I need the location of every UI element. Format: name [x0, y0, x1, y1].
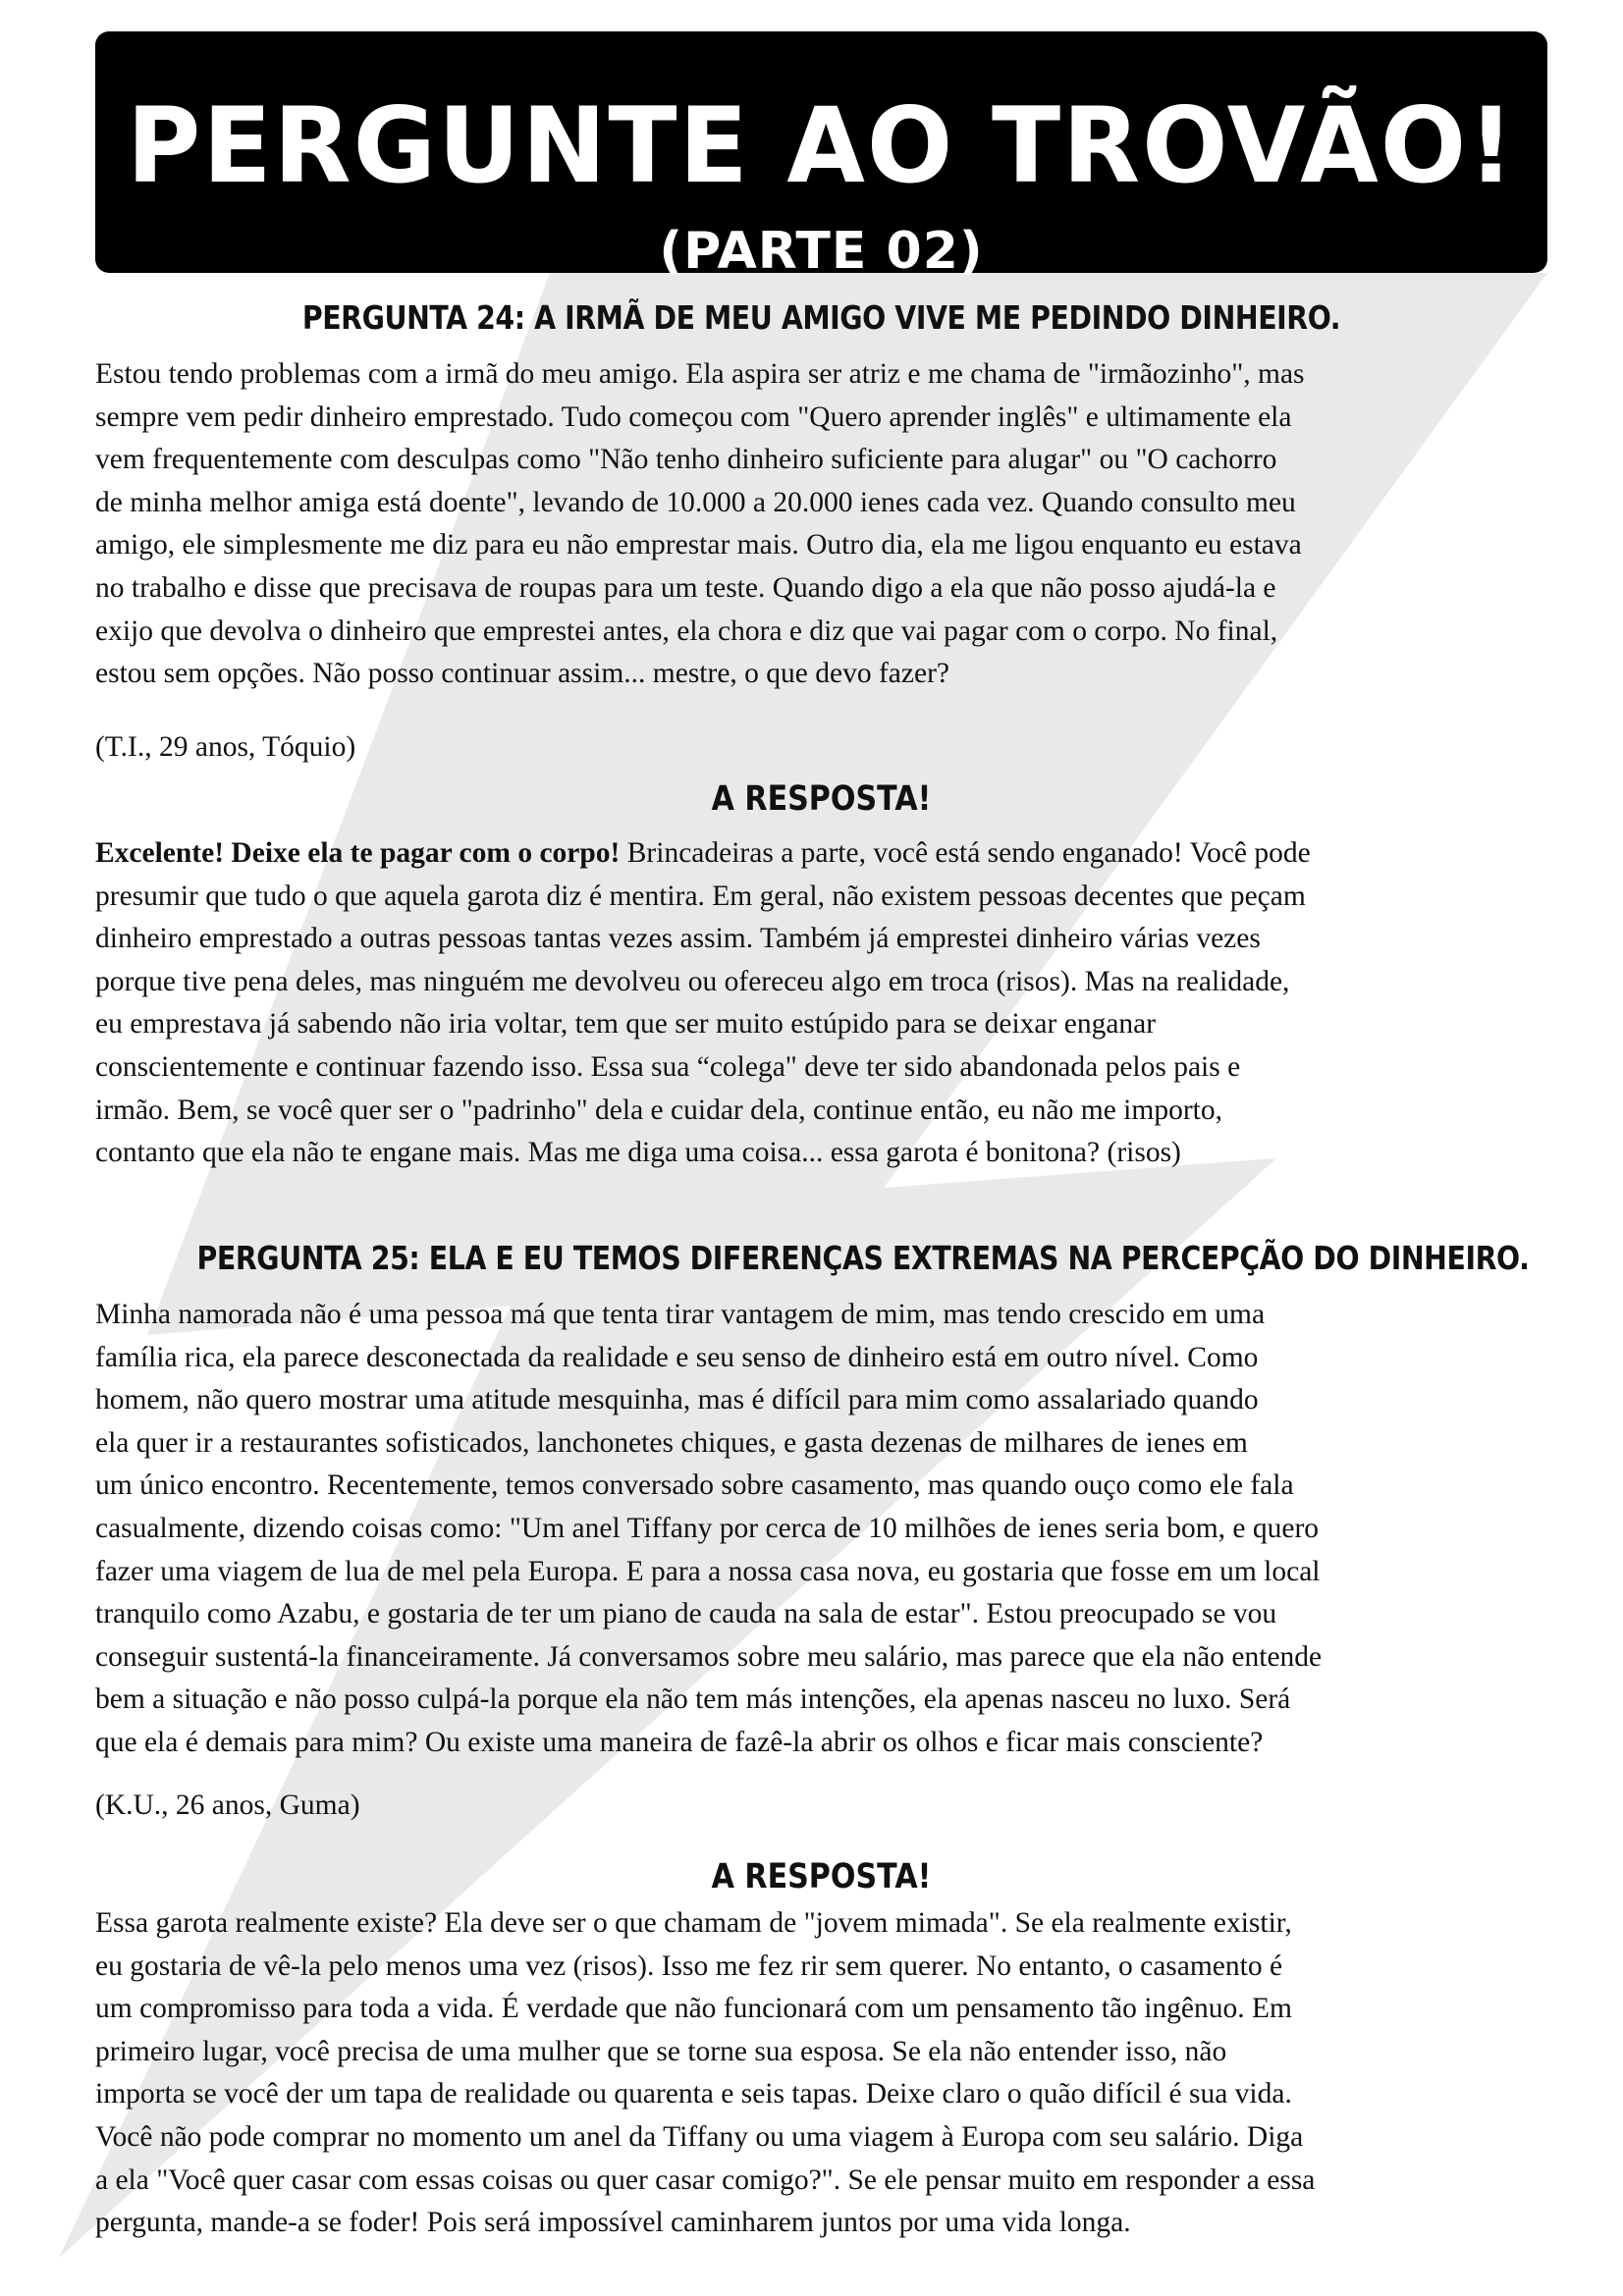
- question-25-title: PERGUNTA 25: ELA E EU TEMOS DIFERENÇAS EXTREMAS NA PERCEPÇÃO DO DINHEIRO.: [196, 1239, 1530, 1277]
- answer-lead: Excelente! Deixe ela te pagar com o corpo!: [95, 837, 621, 869]
- text-line: conseguir sustentá-la financeiramente. Já conversamos sobre meu salário, mas parece que ela não entende: [95, 1640, 1323, 1673]
- text-line: amigo, ele simplesmente me diz para eu não emprestar mais. Outro dia, ela me ligou enquanto eu estava: [95, 529, 1302, 561]
- text-line: pergunta, mande-a se foder! Pois será impossível caminharem juntos por uma vida longa.: [95, 2207, 1131, 2239]
- text-line: estou sem opções. Não posso continuar assim... mestre, o que devo fazer?: [95, 658, 950, 690]
- text-line: que ela é demais para mim? Ou existe uma maneira de fazê-la abrir os olhos e ficar mais consciente?: [95, 1726, 1264, 1758]
- text-line: a ela "Você quer casar com essas coisas ou quer casar comigo?". Se ele pensar muito em responder a essa: [95, 2163, 1316, 2196]
- question-25-body: [95, 1294, 1529, 1765]
- text-line: tranquilo como Azabu, e gostaria de ter um piano de cauda na sala de estar". Estou preocupado se vou: [95, 1598, 1277, 1630]
- text-line: casualmente, dizendo coisas como: "Um anel Tiffany por cerca de 10 milhões de ienes seria bom, e quero: [95, 1512, 1320, 1544]
- text-line: eu emprestava já sabendo não iria voltar, tem que ser muito estúpido para se deixar enganar: [95, 1008, 1157, 1041]
- text-line: exijo que devolva o dinheiro que emprestei antes, ela chora e diz que vai pagar com o corpo. No final,: [95, 614, 1278, 647]
- question-24-answer-body: [95, 832, 1529, 1175]
- text-line: conscientemente e continuar fazendo isso. Essa sua “colega" deve ter sido abandonada pelos pais e: [95, 1050, 1241, 1083]
- question-24-signature: (T.I., 29 anos, Tóquio): [95, 731, 356, 763]
- text-line: porque tive pena deles, mas ninguém me devolveu ou ofereceu algo em troca (risos). Mas na realidade,: [95, 965, 1290, 997]
- text-line: contanto que ela não te engane mais. Mas me diga uma coisa... essa garota é bonitona? (risos): [95, 1137, 1181, 1169]
- text-line: [95, 832, 1529, 876]
- question-24-body: [95, 353, 1529, 696]
- text-line: ela quer ir a restaurantes sofisticados, lanchonetes chiques, e gasta dezenas de milhares de ienes em: [95, 1426, 1248, 1459]
- text-line: Minha namorada não é uma pessoa má que tenta tirar vantagem de mim, mas tendo crescido em uma: [95, 1299, 1266, 1330]
- text-line: eu gostaria de vê-la pelo menos uma vez (risos). Isso me fez rir sem querer. No entanto, o casamento é: [95, 1949, 1283, 1982]
- question-25-answer-title: A RESPOSTA!: [711, 1857, 932, 1896]
- text-line: família rica, ela parece desconectada da realidade e seu senso de dinheiro está em outro nível. Como: [95, 1341, 1259, 1373]
- question-25-answer-body: [95, 1902, 1529, 2245]
- question-24-answer-title: A RESPOSTA!: [711, 779, 932, 819]
- text-line: fazer uma viagem de lua de mel pela Europa. E para a nossa casa nova, eu gostaria que fosse em um local: [95, 1555, 1321, 1587]
- text-line: no trabalho e disse que precisava de roupas para um teste. Quando digo a ela que não posso ajudá-la e: [95, 571, 1276, 604]
- text-line: importa se você der um tapa de realidade ou quarenta e seis tapas. Deixe claro o quão difícil é sua vida.: [95, 2078, 1292, 2110]
- text-line: dinheiro emprestado a outras pessoas tantas vezes assim. Também já emprestei dinheiro várias vezes: [95, 923, 1261, 955]
- text-line: bem a situação e não posso culpá-la porque ela não tem más intenções, ela apenas nasceu no luxo. Será: [95, 1683, 1291, 1716]
- text-line: sempre vem pedir dinheiro emprestado. Tudo começou com "Quero aprender inglês" e ultimamente ela: [95, 400, 1292, 433]
- text-line: homem, não quero mostrar uma atitude mesquinha, mas é difícil para mim como assalariado quando: [95, 1384, 1259, 1416]
- text-line: primeiro lugar, você precisa de uma mulher que se torne sua esposa. Se ela não entender isso, não: [95, 2035, 1227, 2067]
- question-24-title: PERGUNTA 24: A IRMÃ DE MEU AMIGO VIVE ME PEDINDO DINHEIRO.: [301, 298, 1341, 337]
- text-line: Você não pode comprar no momento um anel da Tiffany ou uma viagem à Europa com seu salário. Diga: [95, 2120, 1304, 2153]
- text-line: vem frequentemente com desculpas como "Não tenho dinheiro suficiente para alugar" ou "O cachorro: [95, 444, 1277, 476]
- text-line: de minha melhor amiga está doente", levando de 10.000 a 20.000 ienes cada vez. Quando consulto meu: [95, 486, 1296, 518]
- question-25-signature: (K.U., 26 anos, Guma): [95, 1789, 360, 1821]
- answer-first-rest: Brincadeiras a parte, você está sendo enganado! Você pode: [620, 837, 1311, 869]
- text-line: um compromisso para toda a vida. É verdade que não funcionará com um pensamento tão ingênuo. Em: [95, 1993, 1292, 2025]
- text-line: Estou tendo problemas com a irmã do meu amigo. Ela aspira ser atriz e me chama de "irmãozinho", mas: [95, 358, 1305, 390]
- header-banner: [95, 31, 1547, 281]
- page-subtitle: (PARTE 02): [659, 222, 984, 281]
- page-title: PERGUNTE AO TROVÃO!: [127, 85, 1516, 206]
- text-line: um único encontro. Recentemente, temos conversado sobre casamento, mas quando ouço como ele fala: [95, 1469, 1294, 1502]
- text-line: presumir que tudo o que aquela garota diz é mentira. Em geral, não existem pessoas decentes que peçam: [95, 880, 1306, 912]
- text-line: Essa garota realmente existe? Ela deve ser o que chamam de "jovem mimada". Se ela realmente existir,: [95, 1907, 1292, 1939]
- text-line: irmão. Bem, se você quer ser o "padrinho" dela e cuidar dela, continue então, eu não me importo,: [95, 1094, 1222, 1126]
